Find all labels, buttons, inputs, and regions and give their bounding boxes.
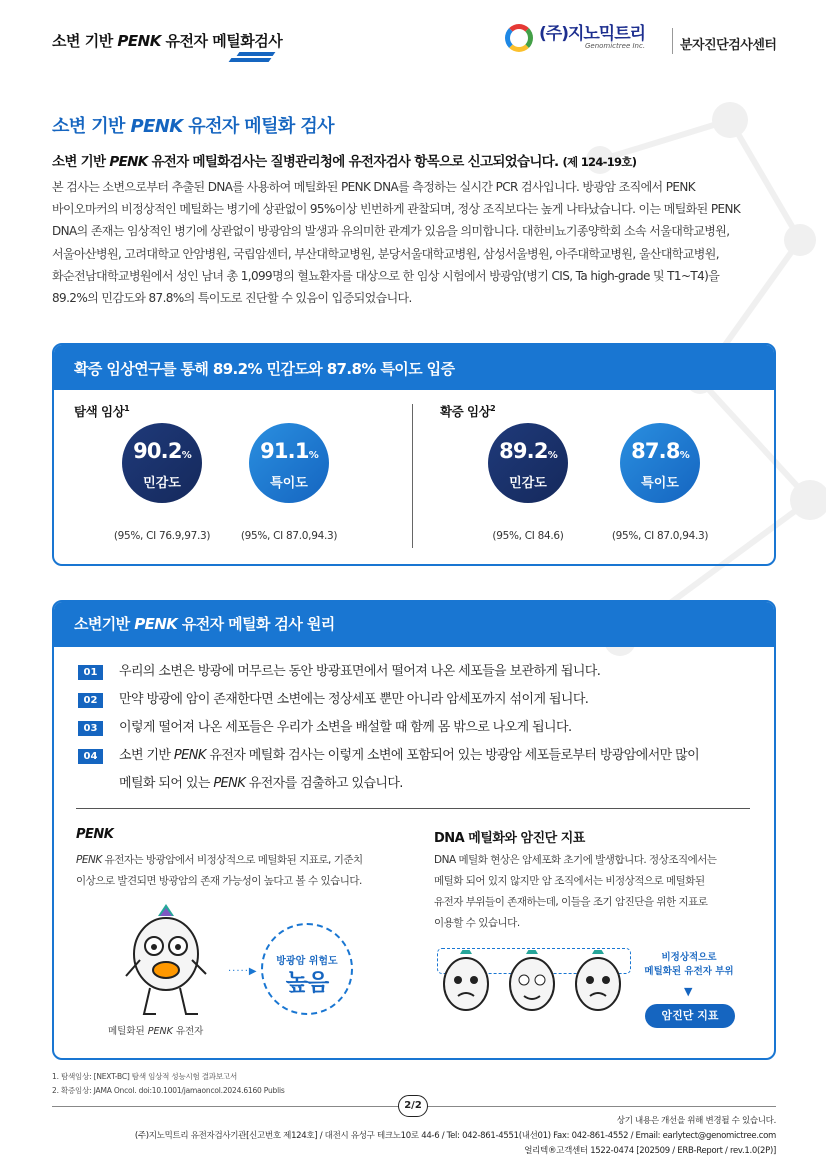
header-accent-stroke: [229, 58, 272, 62]
step-number: 03: [78, 721, 103, 736]
step-text: 소변 기반 PENK 유전자 메틸화 검사는 이렇게 소변에 포함되어 있는 방광암 세포들로부터 방광암에서만 많이 메틸화 되어 있는 PENK 유전자를 검출하고 있습니다.: [119, 748, 700, 791]
methylation-description: DNA 메틸화 현상은 암세포화 초기에 발생합니다. 정상조직에서는 메틸화 되어 있지 않지만 암 조직에서는 비정상적으로 메틸화된 유전자 부위들이 존재하는데, 이들을 조기 암진단을 위한 지표로 이용할 수 있습니다.: [434, 854, 717, 929]
center-name: 분자진단검사센터: [680, 38, 777, 53]
confidence-interval: (95%, CI 76.9,97.3): [113, 530, 211, 542]
intro-line: 89.2%의 민감도와 87.8%의 특이도로 진단할 수 있음이 입증되었습니다.: [52, 291, 412, 306]
methylation-column-title: DNA 메틸화와 암진단 지표: [434, 831, 585, 846]
document-header-title: 소변 기반 PENK 유전자 메틸화검사: [52, 32, 283, 50]
methylated-penk-mascot: [120, 904, 220, 1022]
step-number: 02: [78, 693, 103, 708]
footer-service: 얼리텍®고객센터 1522-0474 [202509 / ERB-Report / rev.1.0(2P)]: [524, 1146, 776, 1156]
intro-line: 바이오마커의 비정상적인 메틸화는 병기에 상관없이 95%이상 빈번하게 관찰되며, 정상 조직보다는 높게 나타났습니다. 이는 메틸화된 PENK: [52, 202, 741, 217]
footer-notice: 상기 내용은 개선을 위해 변경될 수 있습니다.: [616, 1116, 776, 1126]
page-number: 2/2: [398, 1095, 428, 1117]
step-text: 우리의 소변은 방광에 머무르는 동안 방광표면에서 떨어져 나온 세포들을 보관하게 됩니다.: [119, 664, 601, 679]
specificity-circle: 91.1% 특이도: [249, 423, 329, 503]
step-text: 만약 방광에 암이 존재한다면 소변에는 정상세포 뿐만 아니라 암세포까지 섞이게 됩니다.: [119, 692, 589, 707]
confidence-interval: (95%, CI 87.0,94.3): [240, 530, 338, 542]
methylation-site-annotation: 비정상적으로 메틸화된 유전자 부위: [644, 952, 734, 977]
principle-step: [78, 747, 699, 798]
confirmatory-study-label: 확증 임상$^2$: [440, 403, 496, 419]
down-arrow-icon: ▼: [684, 985, 693, 998]
intro-line: DNA의 존재는 임상적인 병기에 상관없이 방광암의 발생과 유의미한 관계가 있음을 의미합니다. 대한비뇨기종양학회 소속 서울대학교병원,: [52, 224, 730, 239]
exploratory-study-label: 탐색 임상$^1$: [74, 403, 130, 419]
sensitivity-circle: 89.2% 민감도: [488, 423, 568, 503]
intro-paragraph: [52, 176, 778, 309]
principle-card-heading: 소변기반 PENK 유전자 메틸화 검사 원리: [54, 602, 774, 647]
step-number: 04: [78, 749, 103, 764]
company-logo: [505, 24, 645, 52]
mascot-caption: 메틸화된 PENK 유전자: [108, 1026, 204, 1037]
cell-mascots-graphic: [440, 950, 636, 1040]
principle-step: [78, 663, 600, 686]
logo-subtitle: Genomictree Inc.: [584, 42, 646, 50]
diagnostic-marker-badge: 암진단 지표: [645, 1004, 735, 1028]
reference-1: 1. 탐색임상: [NEXT-BC] 탐색 임상적 성능시험 결과보고서: [52, 1072, 237, 1081]
logo-name: (주)지노믹트리: [539, 24, 646, 44]
study-divider: [412, 404, 413, 548]
header-separator: [672, 28, 673, 54]
penk-description: PENK 유전자는 방광암에서 비정상적으로 메틸화된 지표로, 기준치 이상으로 발견되면 방광암의 존재 가능성이 높다고 볼 수 있습니다.: [76, 854, 363, 887]
intro-line: 화순전남대학교병원에서 성인 남녀 총 1,099명의 혈뇨환자를 대상으로 한 임상 시험에서 방광암(병기 CIS, Ta high-grade 및 T1~T4)을: [52, 268, 720, 283]
genomictree-g-icon: [505, 24, 533, 52]
penk-column-title: PENK: [76, 827, 114, 842]
step-number: 01: [78, 665, 103, 680]
sensitivity-circle: 90.2% 민감도: [122, 423, 202, 503]
intro-line: 본 검사는 소변으로부터 추출된 DNA를 사용하여 메틸화된 PENK DNA를 측정하는 실시간 PCR 검사입니다. 방광암 조직에서 PENK: [52, 180, 696, 194]
step-text: 이렇게 떨어져 나온 세포들은 우리가 소변을 배설할 때 함께 몸 밖으로 나오게 됩니다.: [119, 720, 572, 735]
header-accent-stroke: [237, 52, 276, 56]
reference-2: 2. 확증임상: JAMA Oncol. doi:10.1001/jamaoncol.2024.6160 Publis: [52, 1086, 285, 1095]
specificity-circle: 87.8% 특이도: [620, 423, 700, 503]
principle-step: [78, 691, 588, 714]
principle-step: [78, 719, 572, 742]
section-divider: [76, 808, 750, 809]
registration-number: (제 124-19호): [562, 155, 637, 169]
lead-statement: 소변 기반 PENK 유전자 메틸화검사는 질병관리청에 유전자검사 항목으로 신고되었습니다. (제 124-19호): [52, 154, 637, 170]
confidence-interval: (95%, CI 87.0,94.3): [611, 530, 709, 542]
page-title: 소변 기반 PENK 유전자 메틸화 검사: [52, 116, 334, 137]
confidence-interval: (95%, CI 84.6): [492, 530, 564, 542]
footer-address: (주)지노믹트리 유전자검사기관[신고번호 제124호] / 대전시 유성구 테크노10로 44-6 / Tel: 042-861-4551(내선01) Fax: 042-861-4552 / Email: earlytect@genomictree.com: [134, 1131, 776, 1141]
risk-label: 방광암 위험도: [276, 956, 338, 967]
risk-value: 높음: [285, 970, 329, 996]
intro-line: 서울아산병원, 고려대학교 안암병원, 국립암센터, 부산대학교병원, 분당서울대학교병원, 삼성서울병원, 아주대학교병원, 울산대학교병원,: [52, 246, 719, 261]
clinical-card-heading: 확증 임상연구를 통해 89.2% 민감도와 87.8% 특이도 입증: [54, 345, 774, 390]
arrow-dotted-icon: ·····▶: [228, 966, 258, 977]
